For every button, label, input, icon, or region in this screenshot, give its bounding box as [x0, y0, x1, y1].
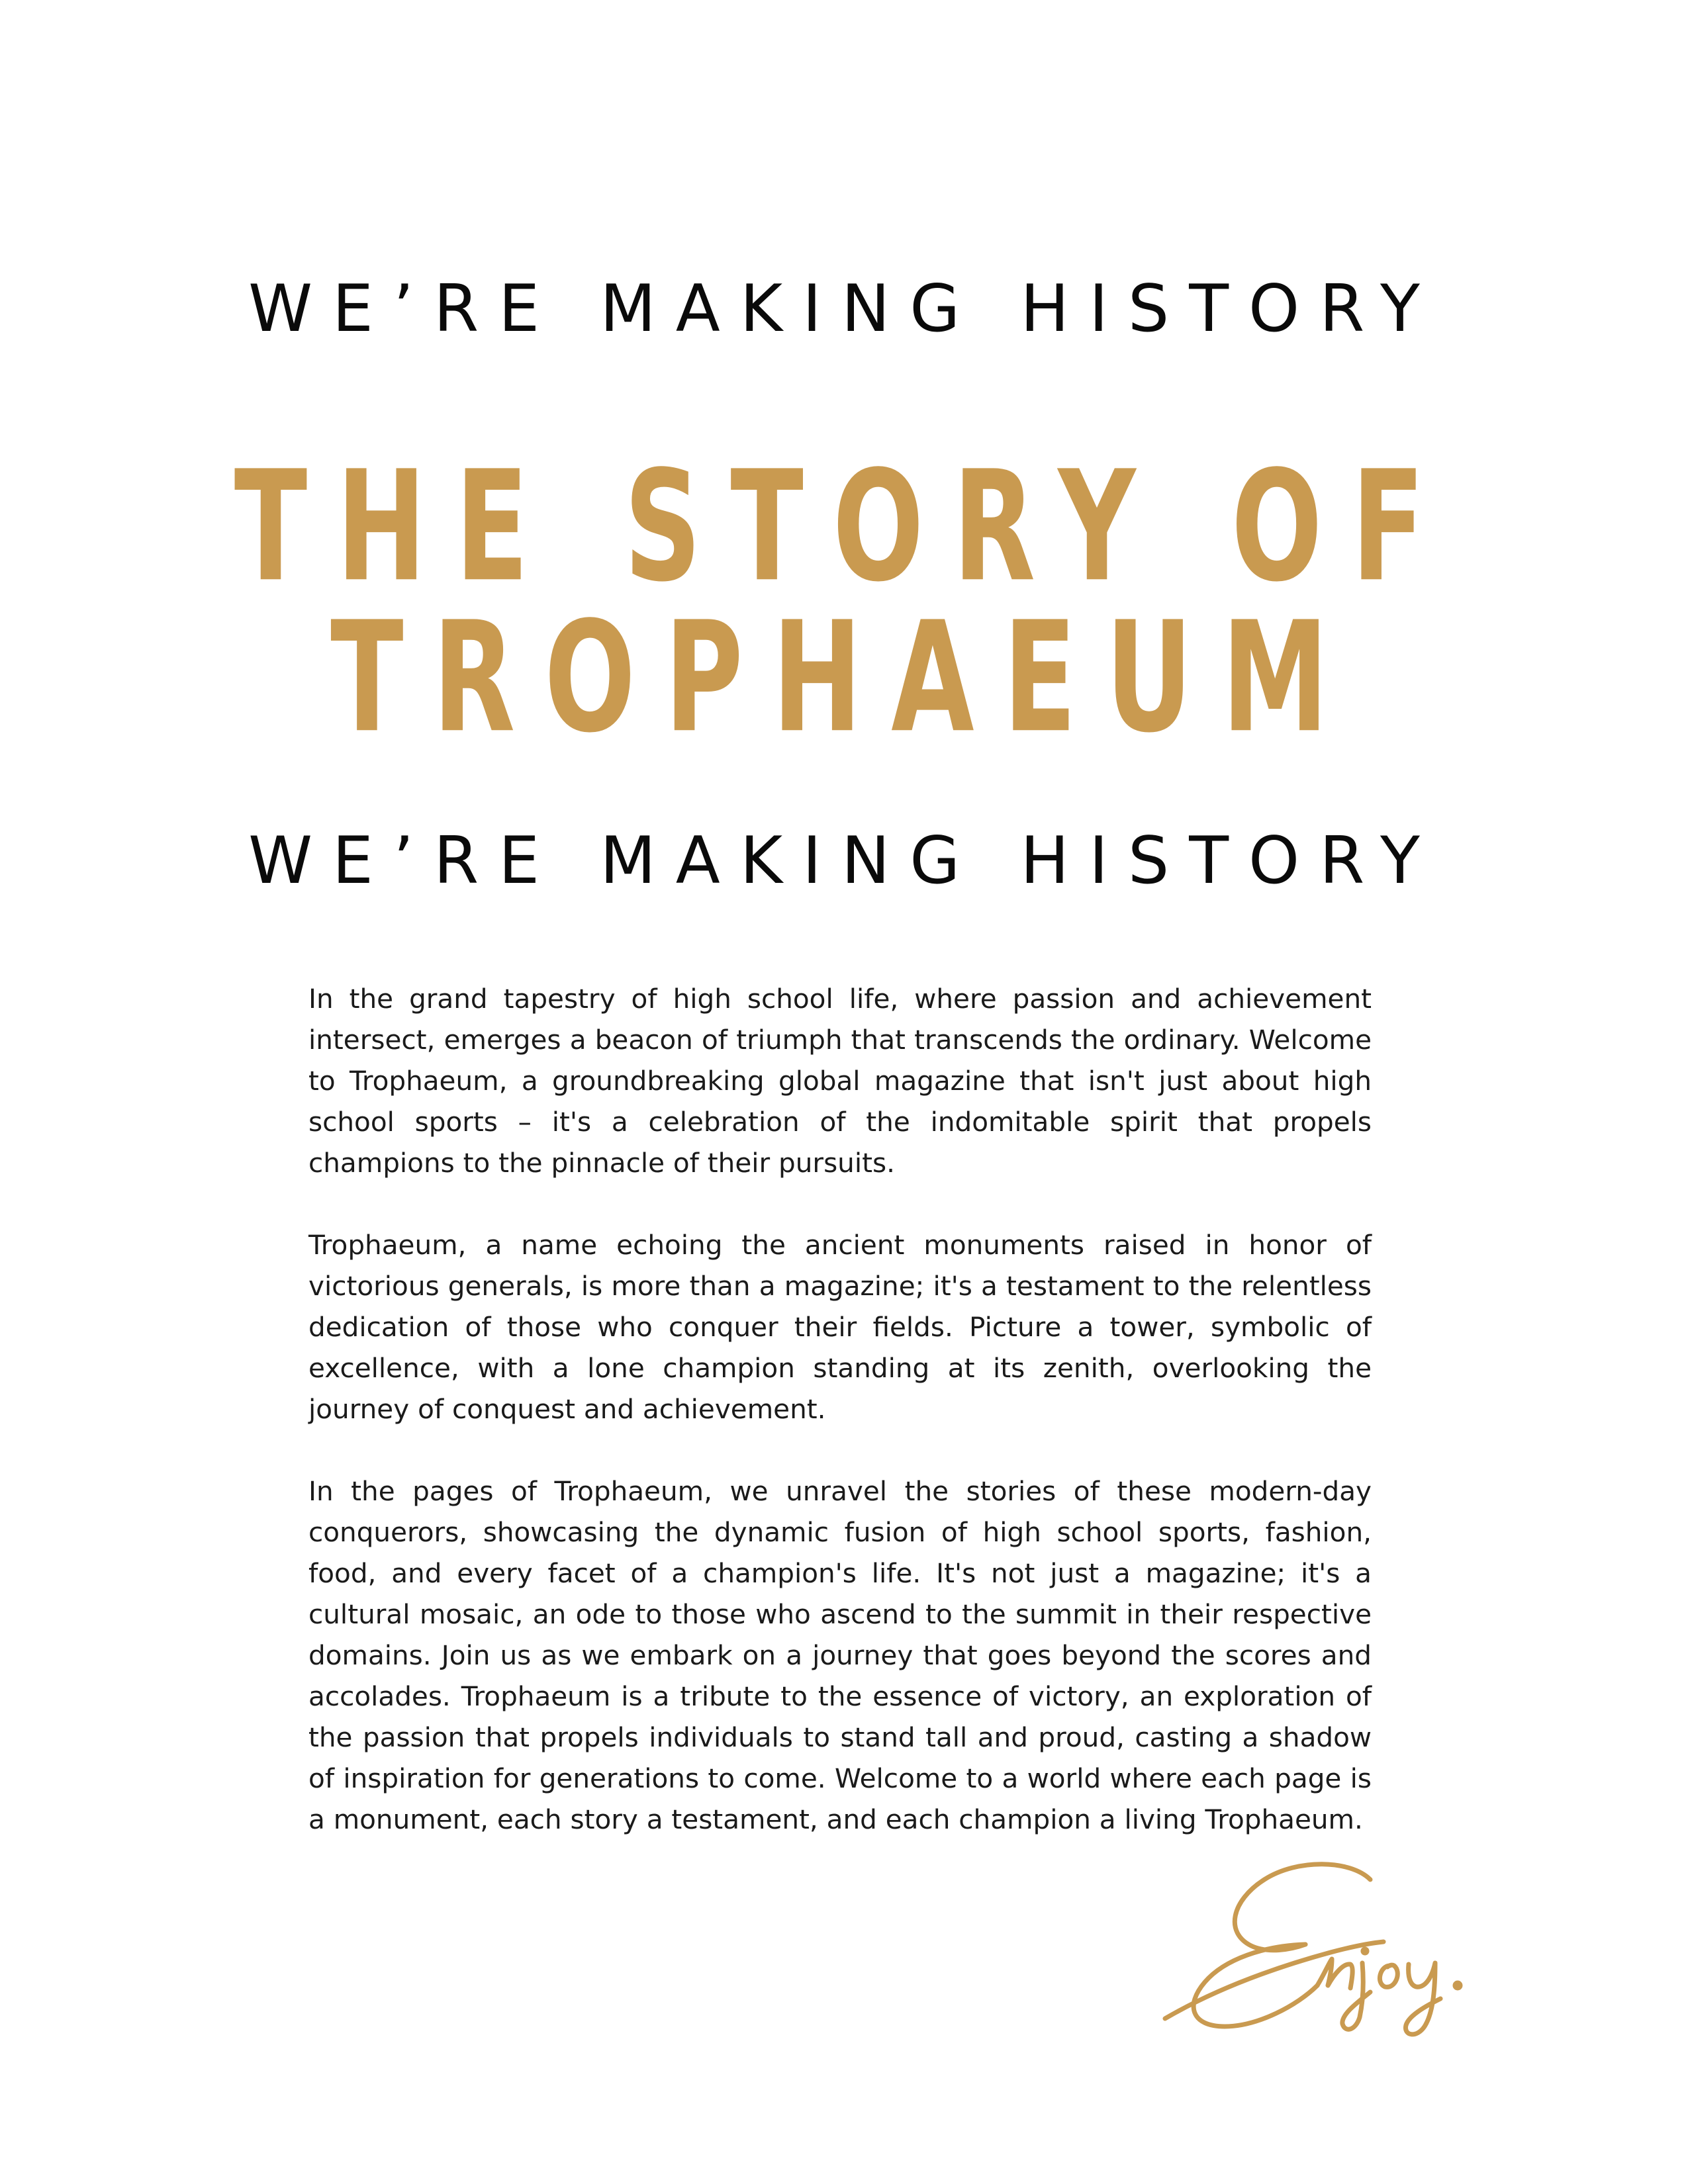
page-title-line-2: TROPHAEUM [330, 589, 1358, 767]
kicker-heading-bottom: WE’RE MAKING HISTORY [248, 823, 1440, 899]
enjoy-signature [1152, 1853, 1496, 2045]
page-title-line-1: THE STORY OF [234, 438, 1454, 616]
paragraph-2: Trophaeum, a name echoing the ancient monuments raised in honor of victorious generals, is more than a magazine; it's a testament to the relentless dedication of those who conquer their fields. Picture a tower, symbolic of excellence, with a lone champion standing at its zenith, overlooking the journey of conquest and achievement. [308, 1229, 1372, 1425]
paragraph-3: In the pages of Trophaeum, we unravel the stories of these modern-day conquerors, showcasing the dynamic fusion of high school sports, fashion, food, and every facet of a champion's life. It's not just a magazine; it's a cultural mosaic, an ode to those who ascend to the summit in their respective domains. Join us as we embark on a journey that goes beyond the scores and accolades. Trophaeum is a tribute to the essence of victory, an exploration of the passion that propels individuals to stand tall and proud, casting a shadow of inspiration for generations to come. Welcome to a world where each page is a monument, each story a testament, and each champion a living Trophaeum. [308, 1475, 1372, 1835]
article-body [308, 978, 1372, 1881]
paragraph-1: In the grand tapestry of high school life, where passion and achievement intersect, emerges a beacon of triumph that transcends the ordinary. Welcome to Trophaeum, a groundbreaking global magazine that isn't just about high school sports – it's a celebration of the indomitable spirit that propels champions to the pinnacle of their pursuits. [308, 983, 1372, 1179]
kicker-heading-top: WE’RE MAKING HISTORY [248, 271, 1440, 347]
